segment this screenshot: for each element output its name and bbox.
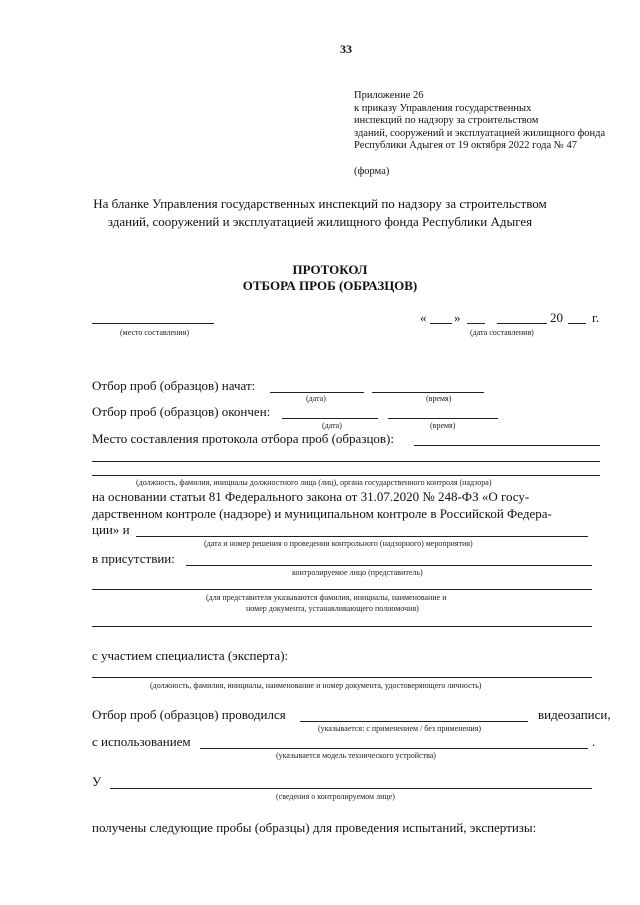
day-field[interactable] [430, 323, 452, 324]
end-date-caption: (дата) [322, 421, 342, 430]
place-field[interactable] [92, 323, 214, 324]
video-suffix: видеозаписи, [538, 707, 611, 722]
appendix-line: Приложение 26 [354, 90, 424, 101]
form-label: (форма) [354, 166, 390, 177]
representative-caption: (для представителя указываются фамилия, инициалы, наименование и [206, 593, 447, 602]
controlled-person-field[interactable] [186, 565, 592, 566]
appendix-line: Республики Адыгея от 19 октября 2022 года № 47 [354, 140, 577, 152]
page-number: 33 [340, 42, 352, 56]
appendix-line: к приказу Управления государственных [354, 102, 532, 114]
presence-label: в присутствии: [92, 551, 175, 566]
end-time-caption: (время) [430, 421, 456, 430]
year-prefix: 20 [550, 310, 563, 325]
device-caption: (указывается модель технического устройства) [276, 751, 436, 760]
end-date-field[interactable] [282, 418, 378, 419]
from-person-label: У [92, 774, 102, 789]
official-caption: (должность, фамилия, инициалы должностного лица (лиц), органа государственного контроля (надзора) [136, 478, 492, 487]
basis-line: на основании статьи 81 Федерального закона от 31.07.2020 № 248-ФЗ «О госу- [92, 489, 530, 504]
video-field[interactable] [300, 721, 528, 722]
video-label: Отбор проб (образцов) проводился [92, 707, 286, 722]
expert-field[interactable] [92, 677, 592, 678]
letterhead-line: На бланке Управления государственных инспекций по надзору за строительством [93, 196, 547, 211]
device-field[interactable] [200, 748, 588, 749]
official-field-1[interactable] [92, 461, 600, 462]
letterhead-line: зданий, сооружений и эксплуатацией жилищного фонда Республики Адыгея [107, 214, 533, 229]
appendix-line: инспекций по надзору за строительством [354, 115, 539, 127]
representative-field-2[interactable] [92, 626, 592, 627]
received-text: получены следующие пробы (образцы) для проведения испытаний, экспертизы: [92, 820, 537, 835]
appendix-block [354, 90, 605, 153]
device-end: . [592, 734, 596, 749]
expert-caption: (должность, фамилия, инициалы, наименование и номер документа, удостоверяющего личность) [150, 681, 482, 690]
from-person-caption: (сведения о контролируемом лице) [276, 792, 395, 801]
place-label: Место составления протокола отбора проб (образцов): [92, 431, 394, 446]
decision-field[interactable] [136, 536, 588, 537]
representative-field[interactable] [92, 589, 592, 590]
from-person-field[interactable] [110, 788, 592, 789]
date-close-quote: » [454, 310, 461, 325]
started-label: Отбор проб (образцов) начат: [92, 378, 256, 393]
place-caption: (место составления) [120, 328, 189, 337]
ended-label: Отбор проб (образцов) окончен: [92, 404, 271, 419]
end-time-field[interactable] [388, 418, 498, 419]
representative-caption: номер документа, устанавливающего полномочия) [246, 604, 419, 613]
title-line: ПРОТОКОЛ [292, 262, 368, 277]
appendix-line: зданий, сооружений и эксплуатацией жилищного фонда [354, 127, 606, 139]
start-time-caption: (время) [426, 394, 452, 403]
controlled-caption: контролируемое лицо (представитель) [292, 568, 423, 577]
place-of-drafting-field[interactable] [414, 445, 600, 446]
basis-line: ции» и [92, 522, 130, 537]
official-field-2[interactable] [92, 475, 600, 476]
date-caption: (дата составления) [470, 328, 534, 337]
decision-caption: (дата и номер решения о проведении контрольного (надзорного) мероприятия) [204, 539, 473, 548]
expert-label: с участием специалиста (эксперта): [92, 648, 289, 663]
device-label: с использованием [92, 734, 191, 749]
title-line: ОТБОРА ПРОБ (ОБРАЗЦОВ) [242, 278, 418, 293]
month-field-b[interactable] [497, 323, 547, 324]
month-field-a[interactable] [467, 323, 485, 324]
date-open-quote: « [420, 310, 427, 325]
basis-line: дарственном контроле (надзоре) и муниципальном контроле в Российской Федера- [92, 506, 552, 521]
video-caption: (указывается: с применением / без применения) [318, 724, 481, 733]
year-field[interactable] [568, 323, 586, 324]
year-suffix: г. [592, 310, 600, 325]
start-date-caption: (дата) [306, 394, 326, 403]
start-time-field[interactable] [372, 392, 484, 393]
start-date-field[interactable] [270, 392, 364, 393]
